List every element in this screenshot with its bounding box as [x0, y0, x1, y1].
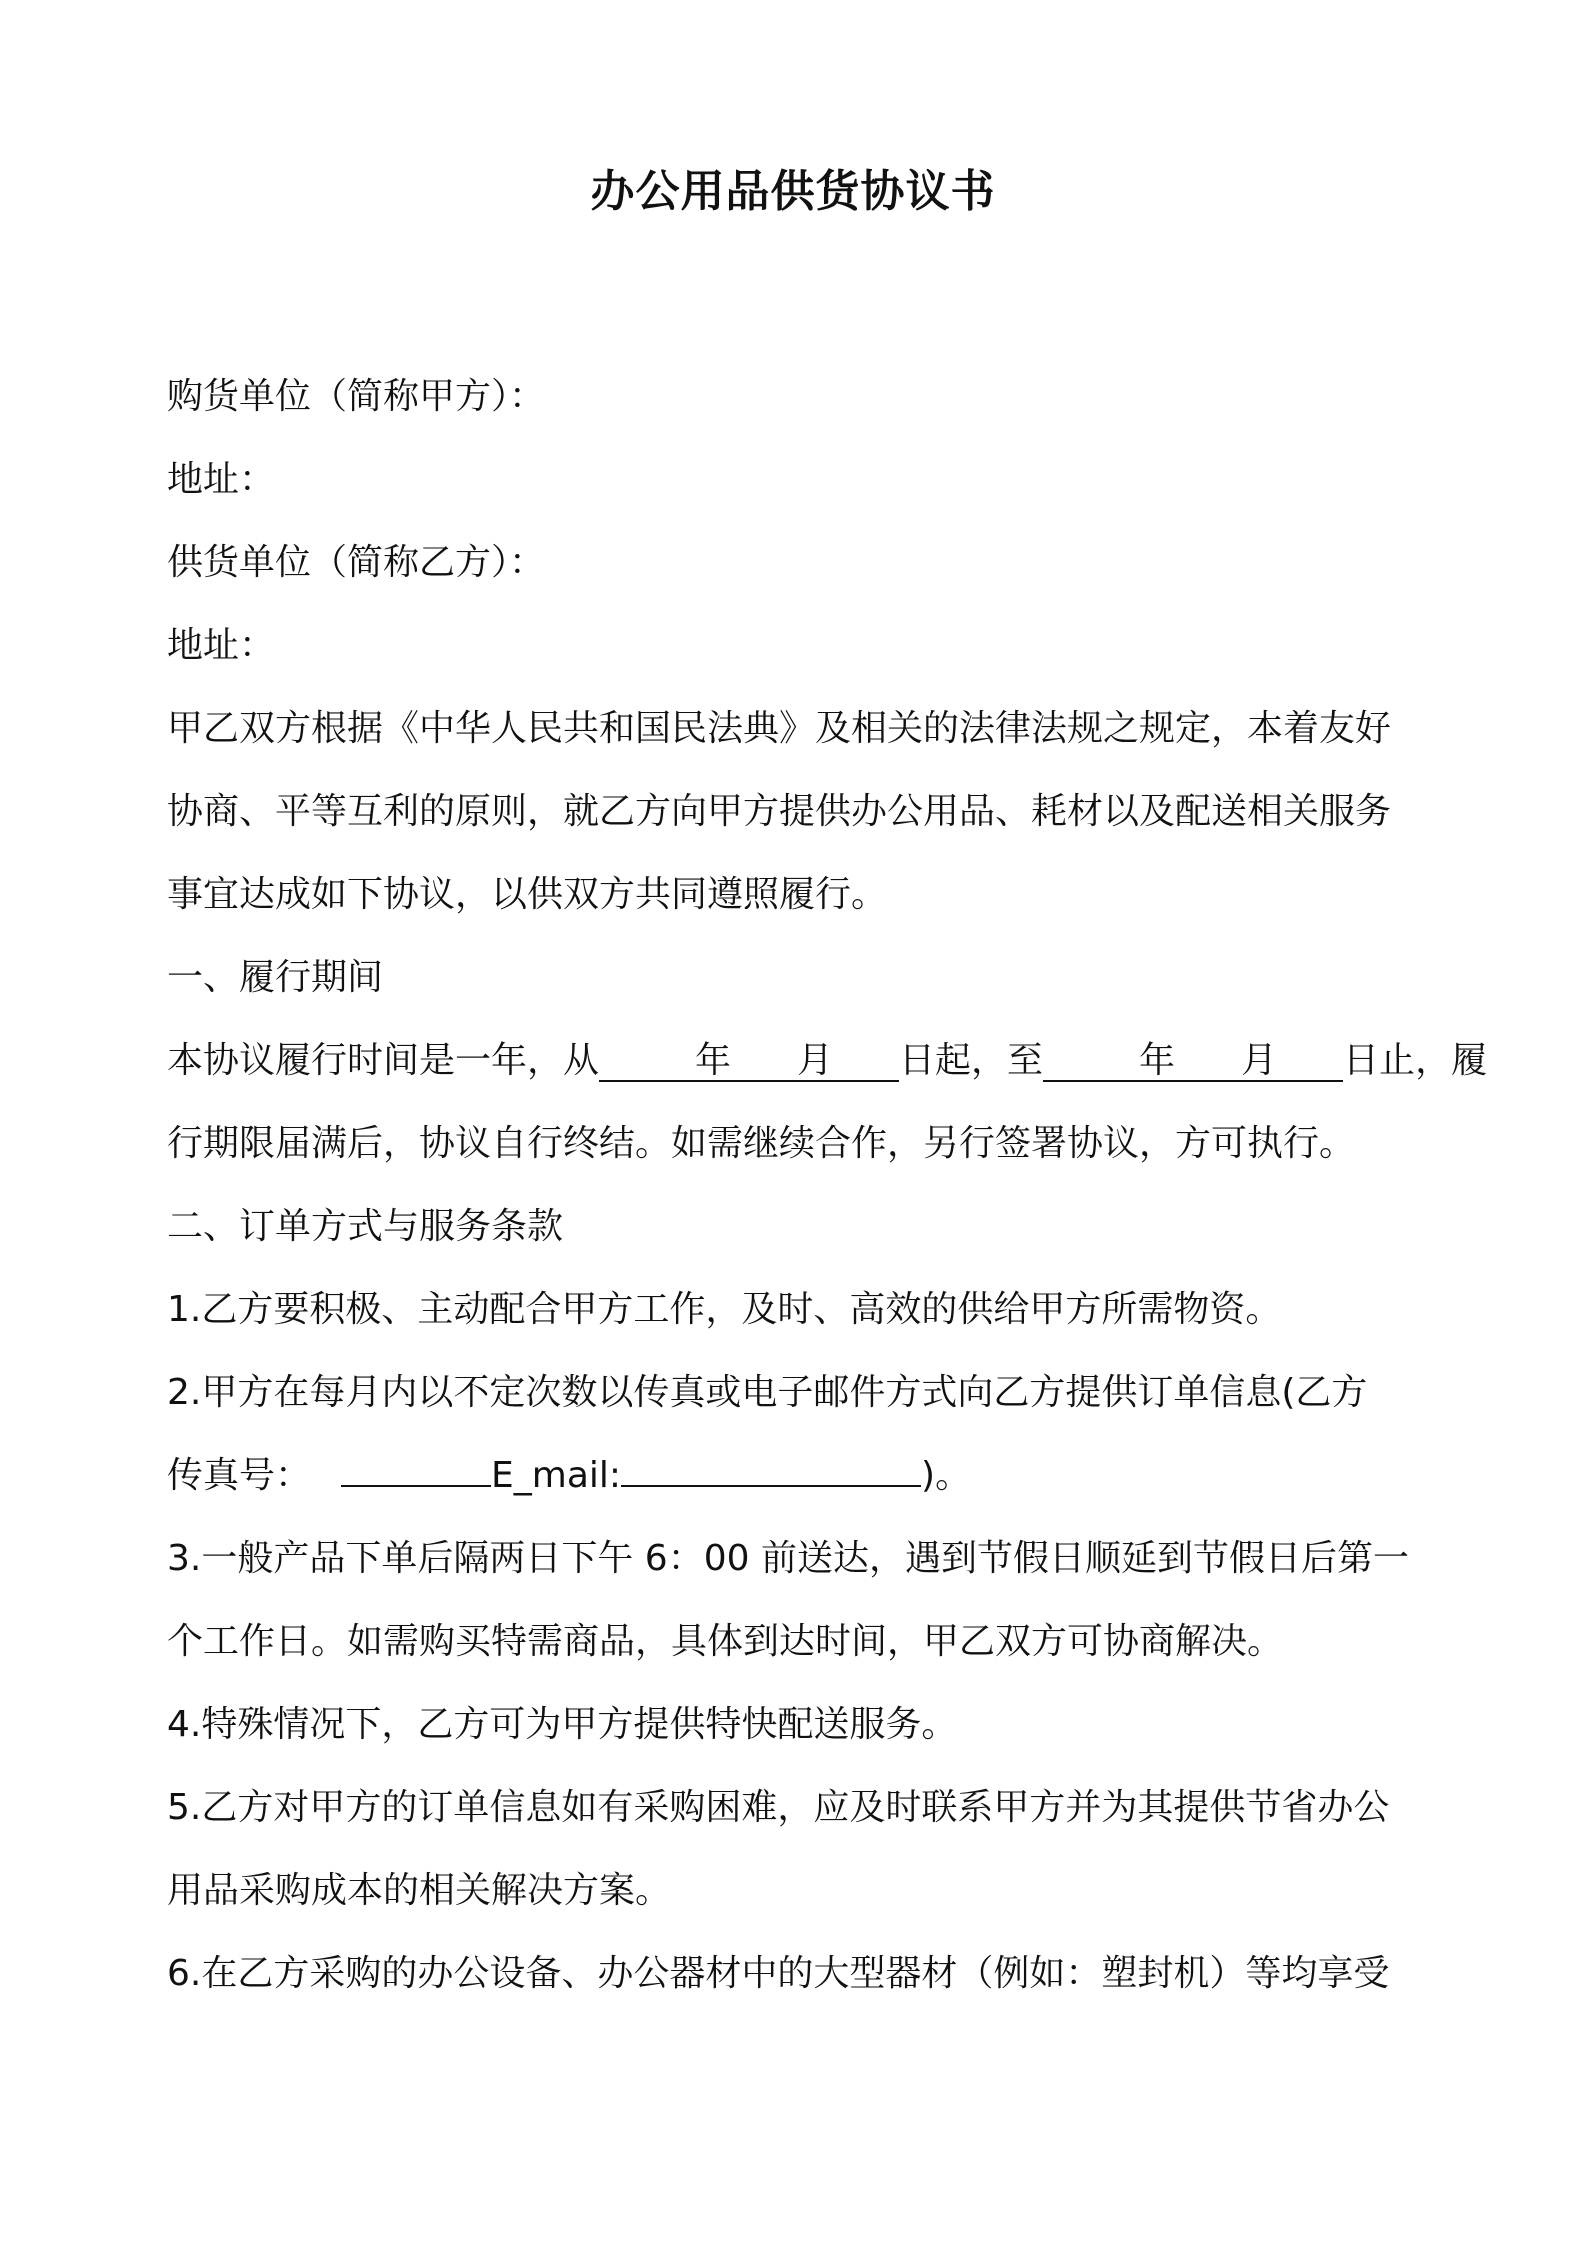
term-prefix: 本协议履行时间是一年，从 [167, 1040, 600, 1081]
document-title: 办公用品供货协议书 [590, 166, 996, 217]
preamble-line-1: 甲乙双方根据《中华人民共和国民法典》及相关的法律法规之规定，本着友好 [167, 708, 1392, 749]
item-2-close: )。 [921, 1455, 972, 1496]
section2-item-1: 1.乙方要积极、主动配合甲方工作，及时、高效的供给甲方所需物资。 [167, 1289, 1282, 1330]
fax-label: 传真号： [167, 1455, 312, 1496]
email-blank [621, 1447, 921, 1487]
document-body [167, 355, 1488, 2015]
section2-item-5-line-2: 用品采购成本的相关解决方案。 [167, 1870, 672, 1911]
start-year-label: 年 [695, 1040, 732, 1081]
buyer-address-label: 地址： [167, 459, 276, 500]
section2-item-6-line-1: 6.在乙方采购的办公设备、办公器材中的大型器材（例如：塑封机）等均享受 [167, 1953, 1390, 1994]
start-month-label: 月 [797, 1040, 834, 1081]
end-year-label: 年 [1139, 1040, 1176, 1081]
end-month-label: 月 [1241, 1040, 1278, 1081]
preamble-line-2: 协商、平等互利的原则，就乙方向甲方提供办公用品、耗材以及配送相关服务 [167, 791, 1392, 832]
start-date-blank [599, 1042, 899, 1082]
start-day-label: 日起 [899, 1040, 972, 1081]
section1-term-line [167, 1019, 1488, 1102]
section2-heading: 二、订单方式与服务条款 [167, 1206, 564, 1247]
preamble-line-3: 事宜达成如下协议，以供双方共同遵照履行。 [167, 874, 888, 915]
fax-number-blank [341, 1447, 491, 1487]
term-to-label: ，至 [971, 1040, 1044, 1081]
end-date-blank [1043, 1042, 1343, 1082]
end-day-label: 日止 [1343, 1040, 1416, 1081]
email-label: E_mail: [491, 1455, 622, 1496]
term-suffix: ，履 [1415, 1040, 1488, 1081]
section1-heading: 一、履行期间 [167, 957, 384, 998]
section1-term-line-2: 行期限届满后，协议自行终结。如需继续合作，另行签署协议，方可执行。 [167, 1123, 1356, 1164]
buyer-label: 购货单位（简称甲方）： [167, 376, 546, 417]
section2-item-5-line-1: 5.乙方对甲方的订单信息如有采购困难，应及时联系甲方并为其提供节省办公 [167, 1787, 1390, 1828]
section2-item-4: 4.特殊情况下，乙方可为甲方提供特快配送服务。 [167, 1704, 958, 1745]
supplier-address-label: 地址： [167, 625, 276, 666]
section2-item-2-line-2 [167, 1434, 1447, 1517]
supplier-label: 供货单位（简称乙方）： [167, 542, 546, 583]
section2-item-2-line-1: 2.甲方在每月内以不定次数以传真或电子邮件方式向乙方提供订单信息(乙方 [167, 1372, 1368, 1413]
section2-item-3-line-2: 个工作日。如需购买特需商品，具体到达时间，甲乙双方可协商解决。 [167, 1621, 1284, 1662]
section2-item-3-line-1: 3.一般产品下单后隔两日下午 6：00 前送达，遇到节假日顺延到节假日后第一 [167, 1538, 1409, 1579]
